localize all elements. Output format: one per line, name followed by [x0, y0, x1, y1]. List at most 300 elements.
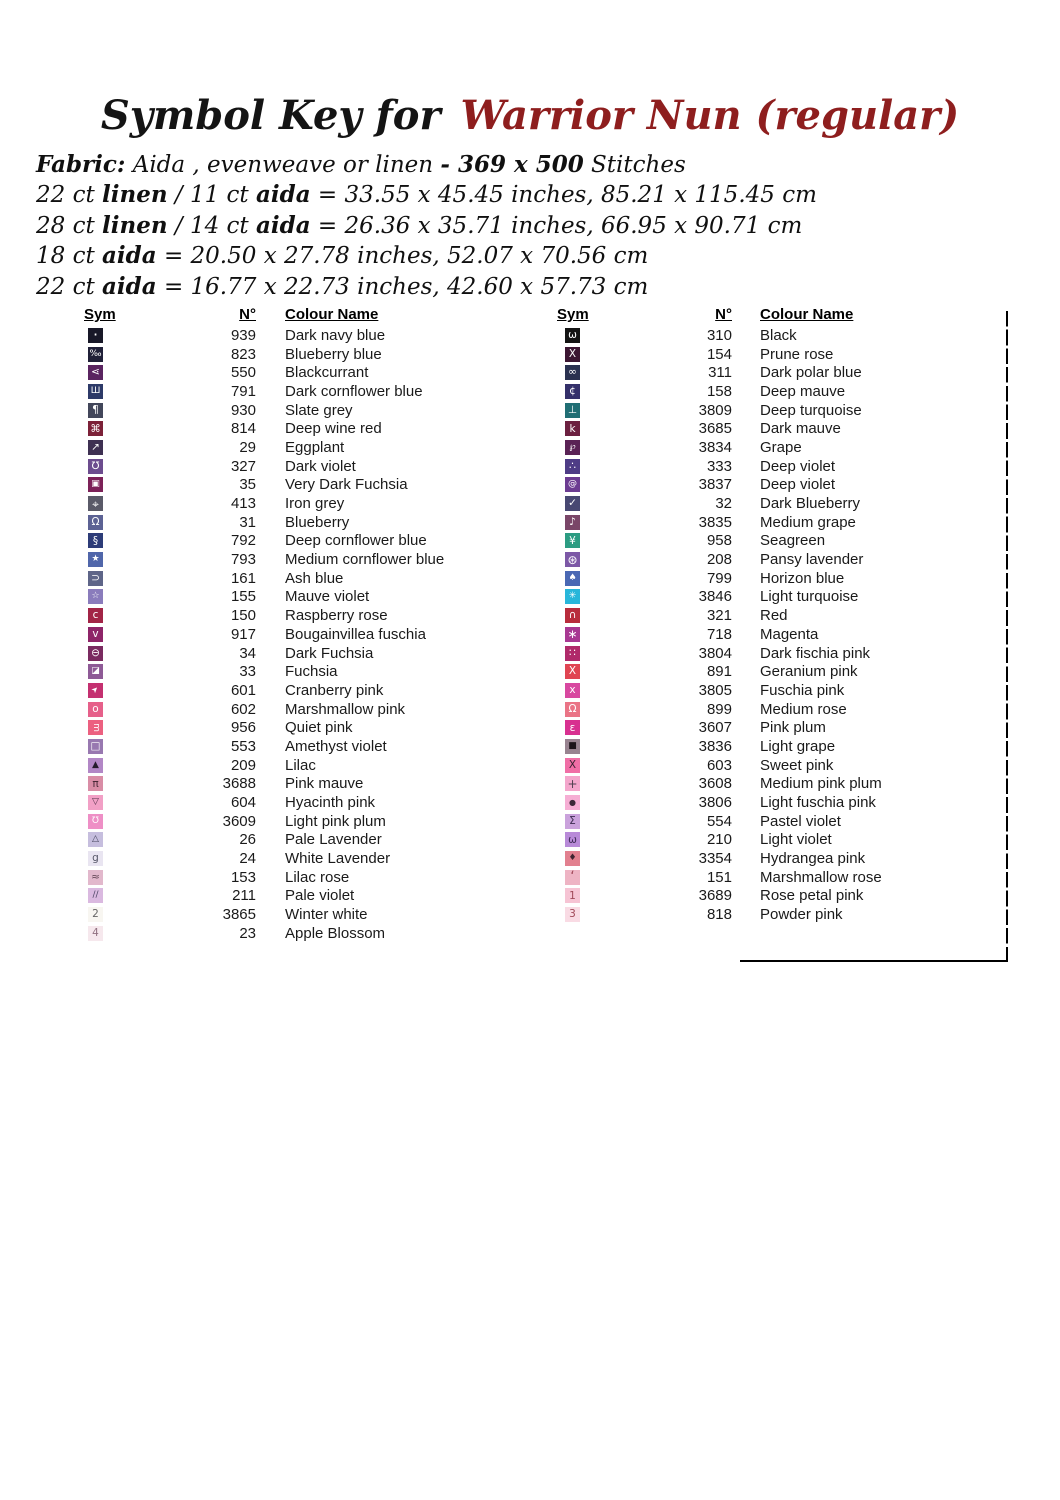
key-row	[84, 849, 444, 868]
symbol-swatch	[565, 795, 580, 810]
colour-name: Lilac rose	[285, 868, 350, 886]
colour-name: Dark mauve	[760, 420, 841, 438]
symbol-glyph: ▣	[91, 479, 100, 490]
symbol-glyph: +	[567, 776, 578, 791]
key-row	[557, 718, 882, 737]
symbol-glyph: Σ	[569, 814, 576, 827]
key-row	[84, 363, 444, 382]
colour-name: Deep violet	[760, 476, 836, 494]
symbol-glyph: ‘	[570, 869, 575, 886]
key-row	[557, 494, 882, 513]
fabric-info-segment: Aida , evenweave or linen	[125, 152, 441, 178]
thread-number: 3354	[698, 850, 732, 868]
symbol-swatch	[565, 459, 580, 474]
symbol-glyph: ♪	[569, 515, 576, 528]
key-row	[557, 737, 882, 756]
colour-name: Slate grey	[285, 401, 353, 419]
fabric-info-line	[36, 241, 817, 271]
thread-number: 3835	[698, 513, 732, 531]
thread-number: 155	[230, 588, 256, 606]
colour-name: Light grape	[760, 737, 836, 755]
thread-number: 818	[706, 906, 732, 924]
symbol-swatch	[565, 347, 580, 362]
symbol-swatch	[565, 739, 580, 754]
key-row	[557, 681, 882, 700]
symbol-swatch	[88, 926, 103, 941]
symbol-swatch	[565, 571, 580, 586]
fabric-info-segment: 18 ct	[36, 243, 103, 270]
thread-number: 3609	[222, 812, 256, 830]
fabric-info-segment: = 33.55 x 45.45 inches, 85.21 x 115.45 cm	[310, 182, 817, 209]
key-row	[557, 476, 882, 495]
fabric-info-segment: 22 ct	[36, 182, 103, 209]
symbol-glyph: k	[569, 422, 576, 435]
thread-number: 718	[706, 625, 732, 643]
symbol-glyph: π	[92, 777, 99, 790]
colour-name: Deep violet	[760, 457, 836, 475]
thread-number: 792	[230, 532, 256, 550]
thread-number: 24	[239, 850, 256, 868]
colour-name: Dark navy blue	[285, 326, 386, 344]
colour-name: Blackcurrant	[285, 364, 369, 382]
symbol-glyph: ⊃	[91, 572, 100, 585]
symbol-glyph: @	[568, 479, 577, 490]
thread-number: 602	[230, 700, 256, 718]
symbol-swatch	[88, 477, 103, 492]
thread-number: 29	[239, 438, 256, 456]
symbol-swatch	[565, 533, 580, 548]
symbol-glyph: Ш	[90, 385, 101, 396]
fabric-info-segment: 28 ct	[36, 212, 103, 239]
colour-name: Fuschia pink	[760, 681, 845, 699]
thread-number: 333	[706, 457, 732, 475]
colour-name: Pink plum	[760, 719, 826, 737]
key-row	[557, 345, 882, 364]
thread-number: 154	[706, 345, 732, 363]
symbol-swatch	[88, 888, 103, 903]
colour-name: Grape	[760, 438, 802, 456]
symbol-swatch	[565, 702, 580, 717]
symbol-swatch	[565, 440, 580, 455]
symbol-swatch	[88, 739, 103, 754]
symbol-glyph: Ω	[568, 702, 577, 715]
thread-number: 814	[230, 420, 256, 438]
key-row	[84, 924, 444, 943]
colour-name: Prune rose	[760, 345, 834, 363]
colour-name: Medium grape	[760, 513, 856, 531]
fabric-info-line	[36, 180, 817, 210]
table-header-row	[84, 306, 444, 326]
colour-name: Light pink plum	[285, 812, 386, 830]
symbol-swatch	[88, 515, 103, 530]
thread-number: 31	[239, 513, 256, 531]
symbol-swatch	[88, 646, 103, 661]
key-row	[84, 718, 444, 737]
symbol-glyph: Ʊ	[92, 815, 99, 826]
thread-number: 793	[230, 551, 256, 569]
symbol-glyph: §	[92, 534, 99, 547]
symbol-swatch	[88, 496, 103, 511]
key-row	[557, 532, 882, 551]
symbol-glyph: c	[92, 609, 99, 622]
symbol-glyph: ■	[568, 740, 577, 751]
colour-name: Ash blue	[285, 569, 344, 587]
symbol-glyph: ⋖	[91, 366, 100, 379]
symbol-swatch	[88, 440, 103, 455]
colour-name: Horizon blue	[760, 569, 845, 587]
fabric-info-segment: = 16.77 x 22.73 inches, 42.60 x 57.73 cm	[156, 273, 649, 300]
thread-number: 209	[230, 756, 256, 774]
thread-number: 35	[239, 476, 256, 494]
symbol-swatch	[88, 365, 103, 380]
colour-name: Cranberry pink	[285, 681, 384, 699]
thread-number: 3608	[698, 775, 732, 793]
thread-number: 208	[706, 551, 732, 569]
colour-name: Iron grey	[285, 495, 345, 513]
symbol-glyph: ♦	[568, 853, 577, 864]
colour-name: Dark Fuchsia	[285, 644, 374, 662]
colour-name: White Lavender	[285, 850, 391, 868]
symbol-swatch	[88, 325, 103, 345]
symbol-swatch	[565, 870, 580, 885]
colour-name: Lilac	[285, 756, 316, 774]
symbol-glyph: 4	[92, 927, 99, 940]
symbol-glyph: X	[568, 665, 577, 678]
colour-name: Deep cornflower blue	[285, 532, 427, 550]
key-row	[557, 326, 882, 345]
header-colour-name: Colour Name	[285, 306, 379, 323]
table-border-bottom-line	[740, 960, 1008, 962]
key-row	[84, 662, 444, 681]
symbol-glyph: ≈	[91, 871, 100, 884]
key-row	[84, 513, 444, 532]
key-row	[84, 756, 444, 775]
symbol-glyph: ⊛	[567, 552, 578, 567]
thread-number: 3805	[698, 681, 732, 699]
thread-number: 3806	[698, 794, 732, 812]
colour-name: Hydrangea pink	[760, 850, 866, 868]
symbol-swatch	[565, 477, 580, 492]
key-row	[84, 419, 444, 438]
colour-name: Dark Blueberry	[760, 495, 861, 513]
symbol-swatch	[565, 421, 580, 436]
symbol-glyph: ∗	[567, 627, 578, 642]
colour-name: Deep mauve	[760, 382, 846, 400]
symbol-swatch	[88, 533, 103, 548]
symbol-glyph: ✓	[568, 497, 577, 510]
key-row	[557, 812, 882, 831]
symbol-swatch	[565, 888, 580, 903]
key-row	[84, 700, 444, 719]
symbol-swatch	[88, 403, 103, 418]
thread-number: 917	[230, 625, 256, 643]
colour-name: Pink mauve	[285, 775, 364, 793]
thread-number: 930	[230, 401, 256, 419]
colour-name: Red	[760, 607, 788, 625]
thread-number: 26	[239, 831, 256, 849]
fabric-info-segment: aida	[102, 272, 157, 300]
thread-number: 150	[230, 607, 256, 625]
header-number: N°	[715, 306, 732, 323]
symbol-swatch	[88, 758, 103, 773]
fabric-info-segment: aida	[102, 242, 157, 270]
thread-number: 211	[232, 887, 256, 905]
colour-name: Hyacinth pink	[285, 794, 376, 812]
key-row	[557, 625, 882, 644]
key-row	[84, 887, 444, 906]
fabric-info-segment: linen	[102, 181, 168, 209]
key-row	[557, 419, 882, 438]
symbol-swatch	[88, 571, 103, 586]
page-title-pattern-name: Warrior Nun (regular)	[460, 92, 960, 139]
symbol-glyph: X	[568, 758, 577, 771]
page-title	[0, 92, 1060, 139]
thread-number: 161	[230, 569, 256, 587]
symbol-swatch	[88, 421, 103, 436]
key-row	[557, 887, 882, 906]
symbol-glyph: ¶	[92, 403, 99, 416]
key-row	[84, 550, 444, 569]
key-row	[84, 345, 444, 364]
table-border-vertical-line	[1006, 311, 1008, 962]
key-row	[557, 363, 882, 382]
colour-name: Amethyst violet	[285, 737, 387, 755]
symbol-glyph: ▲	[92, 759, 99, 770]
symbol-glyph: ¢	[569, 385, 576, 398]
colour-name: Eggplant	[285, 438, 345, 456]
colour-name: Quiet pink	[285, 719, 353, 737]
symbol-glyph: ★	[91, 554, 100, 565]
symbol-glyph: ω	[568, 329, 577, 342]
key-row	[84, 438, 444, 457]
symbol-glyph: x	[569, 684, 576, 697]
symbol-swatch	[88, 907, 103, 922]
symbol-glyph: ∴	[569, 459, 576, 472]
symbol-glyph: 2	[92, 908, 99, 921]
colour-name: Blueberry	[285, 513, 350, 531]
thread-number: 3688	[222, 775, 256, 793]
fabric-info-line	[36, 150, 817, 180]
key-row	[84, 793, 444, 812]
fabric-info-segment: - 369 x 500	[440, 151, 584, 178]
key-row	[84, 831, 444, 850]
thread-number: 3846	[698, 588, 732, 606]
thread-number: 210	[706, 831, 732, 849]
key-row	[557, 606, 882, 625]
key-row	[557, 438, 882, 457]
symbol-glyph: ➤	[89, 684, 101, 696]
symbol-glyph: ♠	[568, 572, 577, 583]
colour-name: Blueberry blue	[285, 345, 382, 363]
colour-name: Powder pink	[760, 906, 843, 924]
thread-number: 958	[706, 532, 732, 550]
colour-name: Seagreen	[760, 532, 826, 550]
colour-name: Mauve violet	[285, 588, 370, 606]
thread-number: 3834	[698, 438, 732, 456]
thread-number: 327	[230, 457, 256, 475]
symbol-glyph: ε	[569, 721, 576, 734]
symbol-glyph: ·	[92, 325, 99, 345]
symbol-glyph: //	[92, 890, 99, 901]
key-row	[84, 569, 444, 588]
thread-number: 3865	[222, 906, 256, 924]
key-row	[557, 700, 882, 719]
fabric-info-segment: linen	[102, 211, 168, 239]
symbol-glyph: ω	[568, 833, 577, 846]
symbol-swatch	[565, 608, 580, 623]
symbol-glyph: ℘	[569, 441, 576, 452]
symbol-swatch	[565, 851, 580, 866]
symbol-swatch	[88, 384, 103, 399]
symbol-glyph: o	[92, 702, 99, 715]
thread-number: 158	[706, 382, 732, 400]
key-row	[557, 513, 882, 532]
symbol-swatch	[565, 907, 580, 922]
symbol-swatch	[88, 608, 103, 623]
fabric-info-segment: 22 ct	[36, 273, 103, 300]
colour-name: Deep turquoise	[760, 401, 862, 419]
key-row	[557, 550, 882, 569]
key-row	[557, 849, 882, 868]
fabric-info-segment: = 26.36 x 35.71 inches, 66.95 x 90.71 cm	[310, 212, 803, 239]
symbol-swatch	[565, 328, 580, 343]
key-row	[84, 494, 444, 513]
thread-number: 791	[230, 382, 256, 400]
key-row	[84, 812, 444, 831]
symbol-swatch	[88, 627, 103, 642]
thread-number: 3685	[698, 420, 732, 438]
symbol-swatch	[565, 832, 580, 847]
fabric-info	[36, 150, 817, 302]
thread-number: 3607	[698, 719, 732, 737]
symbol-swatch	[88, 702, 103, 717]
thread-number: 310	[706, 326, 732, 344]
key-row	[557, 401, 882, 420]
thread-number: 601	[230, 681, 256, 699]
symbol-swatch	[565, 384, 580, 399]
symbol-swatch	[565, 589, 580, 604]
fabric-info-segment: = 20.50 x 27.78 inches, 52.07 x 70.56 cm	[156, 243, 649, 270]
key-row	[557, 775, 882, 794]
thread-number: 153	[230, 868, 256, 886]
thread-number: 3809	[698, 401, 732, 419]
symbol-glyph: ☆	[91, 591, 100, 602]
colour-name: Light fuschia pink	[760, 794, 876, 812]
symbol-glyph: ∩	[568, 609, 577, 622]
colour-name: Bougainvillea fuschia	[285, 625, 426, 643]
colour-name: Pastel violet	[760, 812, 841, 830]
colour-name: Medium rose	[760, 700, 847, 718]
symbol-swatch	[88, 459, 103, 474]
thread-number: 3804	[698, 644, 732, 662]
thread-number: 32	[715, 495, 732, 513]
symbol-swatch	[88, 851, 103, 866]
colour-name: Apple Blossom	[285, 924, 386, 942]
fabric-info-segment: / 14 ct	[167, 212, 256, 239]
header-sym: Sym	[557, 306, 589, 323]
thread-number: 311	[708, 364, 732, 382]
key-row	[557, 793, 882, 812]
fabric-info-segment: Fabric:	[36, 151, 126, 178]
symbol-glyph: ↗	[91, 441, 100, 454]
colour-name: Deep wine red	[285, 420, 382, 438]
symbol-swatch	[565, 776, 580, 791]
colour-name: Dark violet	[285, 457, 356, 475]
symbol-glyph: ⊥	[567, 403, 578, 416]
colour-name: Winter white	[285, 906, 368, 924]
symbol-swatch	[88, 814, 103, 829]
symbol-glyph: ◪	[91, 666, 100, 677]
symbol-swatch	[565, 552, 580, 567]
colour-name: Dark polar blue	[760, 364, 862, 382]
symbol-glyph: g	[92, 852, 99, 865]
symbol-glyph: □	[90, 740, 101, 753]
colour-name: Geranium pink	[760, 663, 858, 681]
key-row	[557, 457, 882, 476]
symbol-glyph: ¥	[569, 534, 576, 547]
symbol-glyph: 1	[569, 889, 576, 902]
symbol-swatch	[88, 683, 103, 698]
symbol-swatch	[88, 664, 103, 679]
symbol-swatch	[88, 347, 103, 362]
thread-number: 34	[239, 644, 256, 662]
fabric-info-segment: aida	[255, 211, 311, 239]
thread-number: 799	[706, 569, 732, 587]
thread-number: 321	[706, 607, 732, 625]
key-row	[84, 737, 444, 756]
thread-number: 3836	[698, 737, 732, 755]
thread-number: 956	[230, 719, 256, 737]
symbol-swatch	[565, 496, 580, 511]
symbol-glyph: Ω	[91, 515, 100, 528]
fabric-info-line	[36, 272, 817, 302]
fabric-info-segment: aida	[255, 181, 311, 209]
symbol-swatch	[565, 758, 580, 773]
key-row	[557, 662, 882, 681]
symbol-swatch	[565, 403, 580, 418]
symbol-swatch	[565, 515, 580, 530]
key-row	[84, 326, 444, 345]
key-row	[84, 401, 444, 420]
symbol-glyph: ▽	[92, 797, 99, 808]
colour-name: Dark cornflower blue	[285, 382, 423, 400]
key-row	[557, 756, 882, 775]
symbol-swatch	[565, 646, 580, 661]
colour-name: Medium cornflower blue	[285, 551, 445, 569]
colour-name: Dark fischia pink	[760, 644, 871, 662]
key-row	[84, 382, 444, 401]
fabric-info-line	[36, 211, 817, 241]
key-row	[84, 775, 444, 794]
symbol-glyph: ∞	[568, 366, 577, 379]
symbol-glyph: X	[568, 347, 577, 360]
colour-name: Black	[760, 326, 797, 344]
symbol-glyph: ⌘	[90, 422, 101, 435]
key-row	[84, 905, 444, 924]
symbol-swatch	[565, 720, 580, 735]
header-colour-name: Colour Name	[760, 306, 854, 323]
key-row	[84, 644, 444, 663]
symbol-glyph: ●	[569, 797, 576, 807]
key-row	[557, 644, 882, 663]
symbol-swatch	[565, 627, 580, 642]
colour-name: Pansy lavender	[760, 551, 864, 569]
thread-number: 33	[239, 663, 256, 681]
colour-name: Magenta	[760, 625, 819, 643]
symbol-swatch	[565, 664, 580, 679]
colour-name: Light violet	[760, 831, 832, 849]
key-row	[557, 588, 882, 607]
